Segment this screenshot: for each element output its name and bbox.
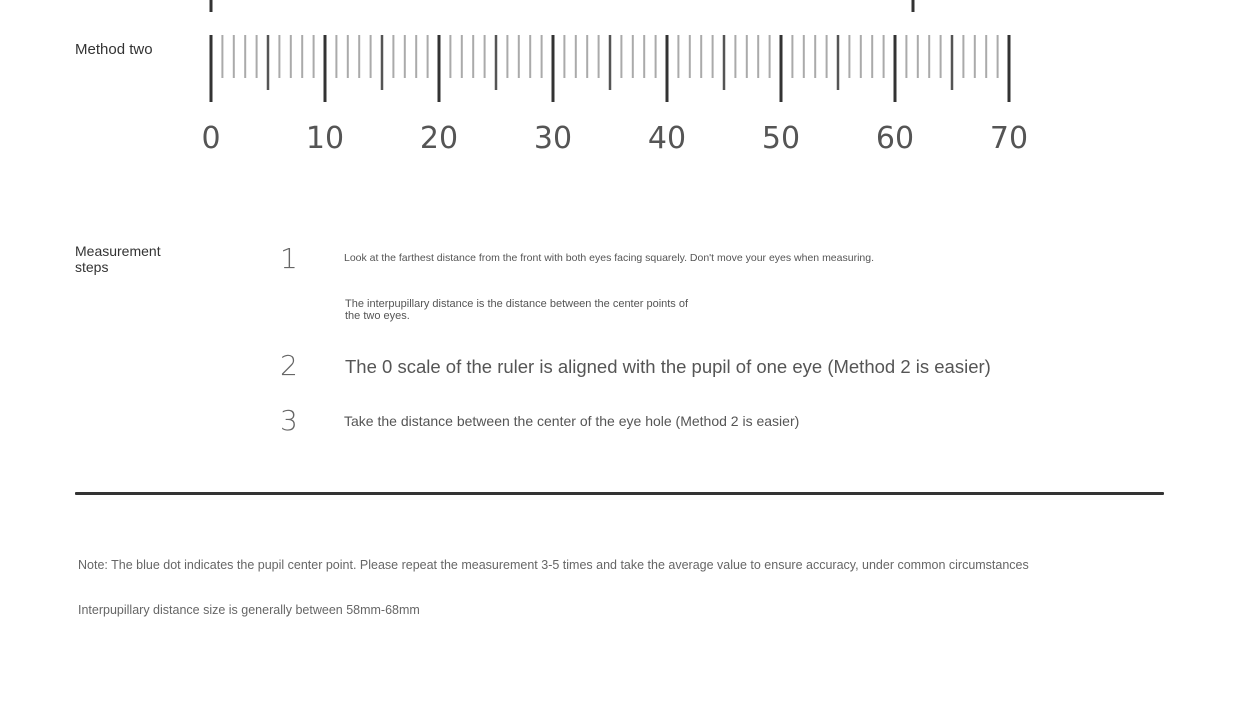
step-3-number: 3 <box>280 404 298 437</box>
ruler-tick-label-20: 20 <box>419 121 459 156</box>
ruler-tick-label-70: 70 <box>989 121 1029 156</box>
step-1-text: Look at the farthest distance from the front with both eyes facing squarely. Don't move your eyes when measuring. <box>344 252 875 264</box>
ruler-tick-label-60: 60 <box>875 121 915 156</box>
step-3-text: Take the distance between the center of the eye hole (Method 2 is easier) <box>344 413 800 429</box>
ruler-tick-label-10: 10 <box>305 121 345 156</box>
note-line-1: Note: The blue dot indicates the pupil center point. Please repeat the measurement 3-5 times and take the average value to ensure accuracy, under common circumstances <box>78 558 1029 572</box>
step-1-subtext-line2: the two eyes. <box>345 310 410 322</box>
method-two-label: Method two <box>75 41 153 58</box>
note-line-2: Interpupillary distance size is generally between 58mm-68mm <box>78 603 420 617</box>
section-divider <box>75 492 1164 495</box>
step-2-text: The 0 scale of the ruler is aligned with the pupil of one eye (Method 2 is easier) <box>345 356 991 377</box>
ruler-tick-label-0: 0 <box>201 121 221 156</box>
step-1-number: 1 <box>280 242 298 275</box>
step-2-number: 2 <box>280 349 298 382</box>
ruler <box>0 0 1240 170</box>
step-1-subtext-line1: The interpupillary distance is the distance between the center points of <box>345 298 689 310</box>
measurement-steps-label-line2: steps <box>75 259 109 275</box>
ruler-tick-label-30: 30 <box>533 121 573 156</box>
ruler-tick-label-40: 40 <box>647 121 687 156</box>
ruler-tick-label-50: 50 <box>761 121 801 156</box>
measurement-steps-label-line1: Measurement <box>75 243 161 259</box>
step-1-subtext <box>345 298 688 322</box>
measurement-steps-label <box>75 243 161 275</box>
